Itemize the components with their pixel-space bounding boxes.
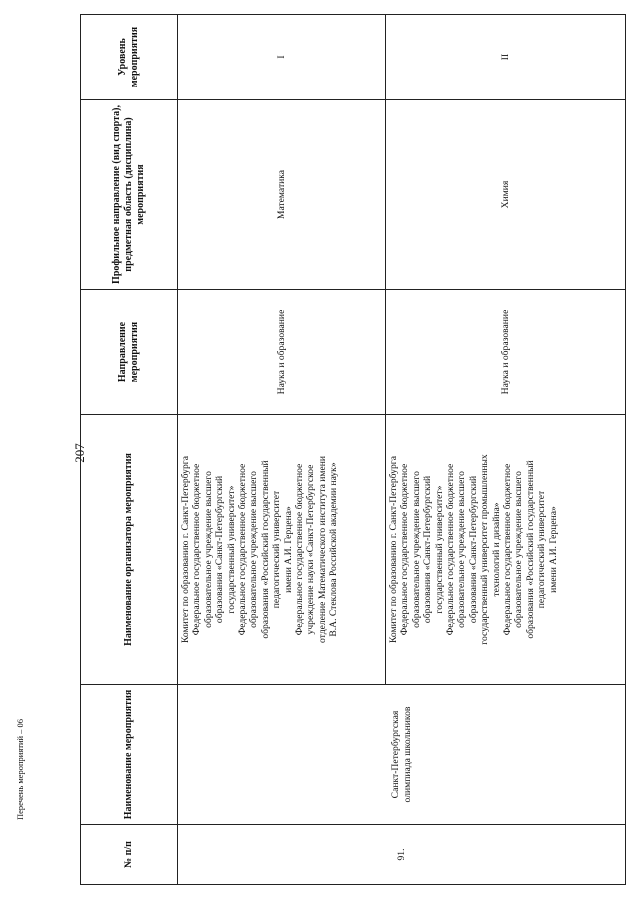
organizer-line: образования «Российский государственный	[524, 460, 536, 639]
organizer-line: имени А.И. Герцена»	[282, 506, 294, 593]
header-event-name: Наименование мероприятия	[81, 685, 178, 825]
cell-organizer	[178, 415, 386, 685]
cell-level: II	[386, 15, 626, 100]
organizer-line: учреждение науки «Санкт-Петербургское	[305, 464, 317, 635]
table-header-row	[81, 15, 178, 885]
page-number: 207	[72, 443, 87, 463]
organizer-line: образования «Санкт-Петербургский	[467, 475, 479, 624]
header-direction: Направление мероприятия	[81, 290, 178, 415]
header-organizer: Наименование организатора мероприятия	[81, 415, 178, 685]
organizer-line: государственный университет промышленных	[479, 454, 491, 645]
organizer-line: образования «Санкт-Петербургский	[214, 475, 226, 624]
organizer-line: Федеральное государственное бюджетное	[294, 463, 306, 636]
cell-profile: Химия	[386, 100, 626, 290]
cell-level: I	[178, 15, 386, 100]
events-table-container	[80, 15, 625, 885]
cell-num: 91.	[178, 825, 626, 885]
organizer-line: образования «Российский государственный	[259, 460, 271, 639]
organizer-line: Федеральное государственное бюджетное	[502, 463, 514, 636]
cell-organizer	[386, 415, 626, 685]
organizer-line: Комитет по образованию г. Санкт-Петербурга	[180, 456, 191, 643]
organizer-line: Федеральное государственное бюджетное	[237, 463, 249, 636]
cell-direction: Наука и образование	[178, 290, 386, 415]
header-profile: Профильное направление (вид спорта), предметная область (дисциплина) мероприятия	[81, 100, 178, 290]
table-row	[178, 15, 386, 885]
organizer-line: педагогический университет	[536, 490, 548, 609]
header-num: № п/п	[81, 825, 178, 885]
cell-profile: Математика	[178, 100, 386, 290]
organizer-line: Федеральное государственное бюджетное	[191, 463, 203, 636]
organizer-line: образования «Санкт-Петербургский	[422, 475, 434, 624]
footer-note: Перечень мероприятий – 06	[15, 718, 25, 820]
organizer-line: образовательное учреждение высшего	[513, 471, 525, 628]
organizer-line: технологий и дизайна»	[490, 502, 502, 597]
organizer-line: государственный университет»	[225, 485, 237, 614]
header-level: Уровень мероприятия	[81, 15, 178, 100]
organizer-line: Федеральное государственное бюджетное	[399, 463, 411, 636]
organizer-line: отделение Математического института имени	[316, 455, 328, 644]
organizer-line: образовательное учреждение высшего	[456, 471, 468, 628]
organizer-line: государственный университет»	[433, 485, 445, 614]
organizer-line: Комитет по образованию г. Санкт-Петербурга	[388, 456, 399, 643]
organizer-line: имени А.И. Герцена»	[547, 506, 559, 593]
cell-event-name: Санкт-Петербургская олимпиада школьников	[178, 685, 626, 825]
organizer-line: педагогический университет	[271, 490, 283, 609]
organizer-line: В.А. Стеклова Российской академии наук»	[328, 462, 340, 637]
cell-direction: Наука и образование	[386, 290, 626, 415]
organizer-line: образовательное учреждение высшего	[248, 471, 260, 628]
events-table	[80, 14, 626, 885]
organizer-line: образовательное учреждение высшего	[202, 471, 214, 628]
organizer-line: Федеральное государственное бюджетное	[445, 463, 457, 636]
organizer-line: образовательное учреждение высшего	[410, 471, 422, 628]
